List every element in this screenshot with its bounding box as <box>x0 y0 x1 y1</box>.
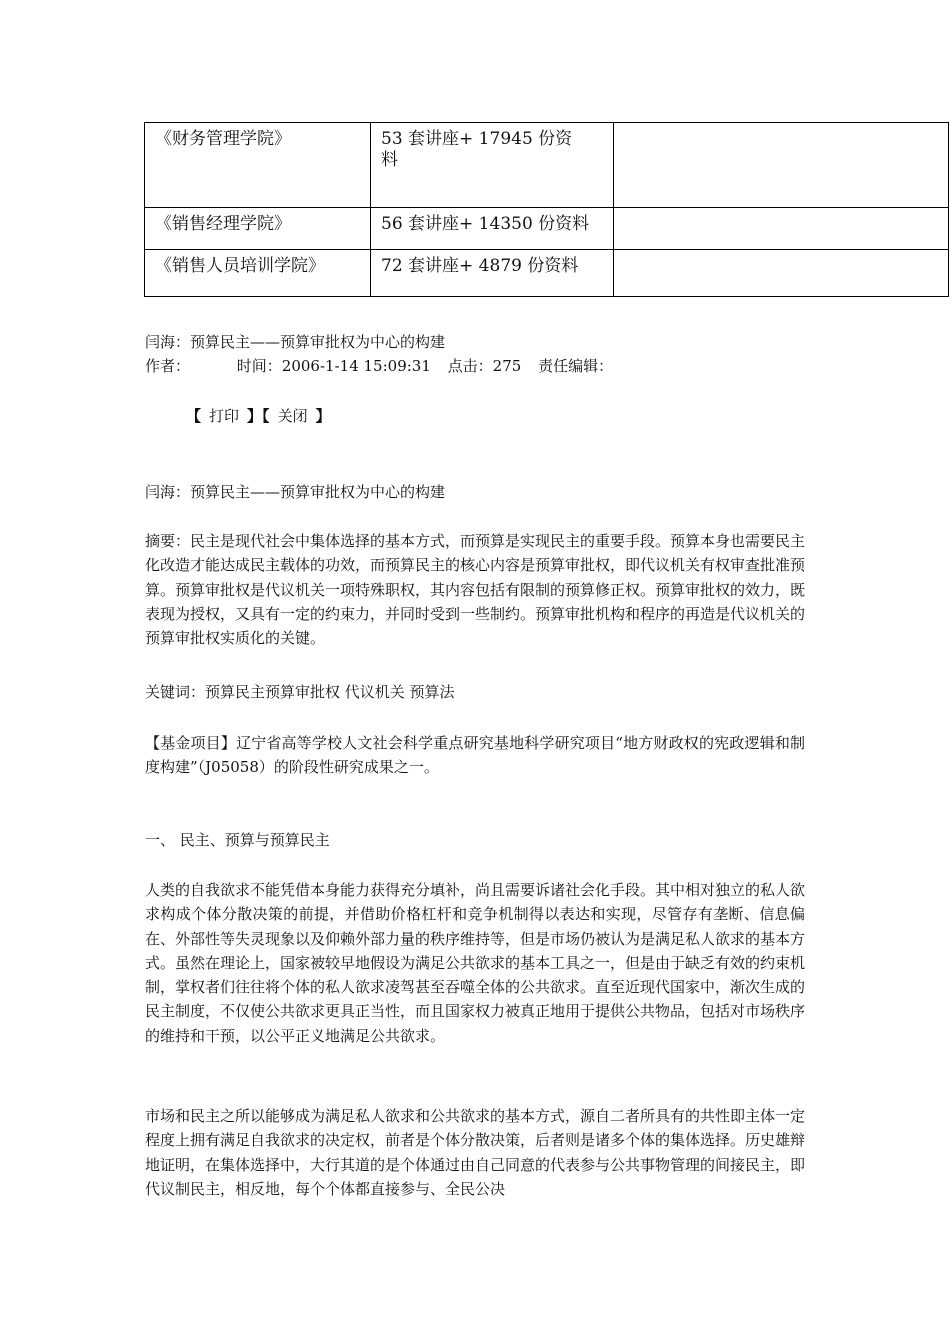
body-paragraph: 人类的自我欲求不能凭借本身能力获得充分填补，尚且需要诉诸社会化手段。其中相对独立的私人欲求构成个体分散决策的前提，并借助价格杠杆和竞争机制得以表达和实现，尽管存有垄断、信息偏在、外部性等失灵现象以及仰赖外部力量的秩序维持等，但是市场仍被认为是满足私人欲求的基本方式。虽然在理论上，国家被较早地假设为满足公共欲求的基本工具之一，但是由于缺乏有效的约束机制，掌权者们往往将个体的私人欲求凌驾甚至吞噬全体的公共欲求。直至近现代国家中，渐次生成的民主制度，不仅使公共欲求更具正当性，而且国家权力被真正地用于提供公共物品，包括对市场秩序的维持和干预，以公平正义地满足公共欲求。 <box>145 881 806 1045</box>
table-row <box>145 250 949 297</box>
click-count: 点击：275 <box>447 357 522 375</box>
table-cell-desc <box>371 123 614 208</box>
publish-time: 时间：2006-1-14 15:09:31 <box>236 357 431 375</box>
table-cell-desc-line: 料 <box>381 150 398 170</box>
resource-table <box>144 122 949 297</box>
editor-label: 责任编辑： <box>538 357 614 375</box>
table-cell-empty <box>614 123 949 208</box>
author-label: 作者： <box>145 357 191 375</box>
bracket-open: 【 <box>262 407 270 425</box>
bracket-close: 】 <box>315 407 331 425</box>
table-cell-name: 《财务管理学院》 <box>145 123 371 208</box>
bracket-open: 【 <box>186 407 202 425</box>
article-actions <box>186 406 331 426</box>
section-heading: 一、 民主、预算与预算民主 <box>145 831 330 849</box>
table-row <box>145 208 949 250</box>
keywords-line: 关键词：预算民主预算审批权 代议机关 预算法 <box>145 683 455 701</box>
abstract-paragraph: 摘要：民主是现代社会中集体选择的基本方式，而预算是实现民主的重要手段。预算本身也需要民主化改造才能达成民主载体的功效，而预算民主的核心内容是预算审批权，即代议机关有权审查批准预算。预算审批权是代议机关一项特殊职权，其内容包括有限制的预算修正权。预算审批权的效力，既表现为授权，又具有一定的约束力，并同时受到一些制约。预算审批机构和程序的再造是代议机关的预算审批权实质化的关键。 <box>145 532 806 648</box>
print-button[interactable]: 打印 <box>209 407 240 425</box>
bracket-close: 】 <box>247 407 263 425</box>
table-cell-name: 《销售人员培训学院》 <box>145 250 371 297</box>
table-cell-empty <box>614 208 949 250</box>
table-row <box>145 123 949 208</box>
table-cell-desc: 56 套讲座+ 14350 份资料 <box>371 208 614 250</box>
article-title: 闫海：预算民主——预算审批权为中心的构建 <box>145 333 446 351</box>
table-cell-desc-line: 53 套讲座+ 17945 份资 <box>381 129 573 149</box>
article-title-repeat: 闫海：预算民主——预算审批权为中心的构建 <box>145 483 446 501</box>
body-paragraph: 市场和民主之所以能够成为满足私人欲求和公共欲求的基本方式，源自二者所具有的共性即主体一定程度上拥有满足自我欲求的决定权，前者是个体分散决策，后者则是诸多个体的集体选择。历史雄辩地证明，在集体选择中，大行其道的是个体通过由自己同意的代表参与公共事物管理的间接民主，即代议制民主，相反地，每个个体都直接参与、全民公决 <box>145 1107 806 1198</box>
table-cell-desc: 72 套讲座+ 4879 份资料 <box>371 250 614 297</box>
article-meta <box>145 356 625 376</box>
close-button[interactable]: 关闭 <box>277 407 308 425</box>
table-cell-name: 《销售经理学院》 <box>145 208 371 250</box>
fund-paragraph: 【基金项目】辽宁省高等学校人文社会科学重点研究基地科学研究项目“地方财政权的宪政逻辑和制度构建”（J05058）的阶段性研究成果之一。 <box>145 734 805 777</box>
table-cell-empty <box>614 250 949 297</box>
